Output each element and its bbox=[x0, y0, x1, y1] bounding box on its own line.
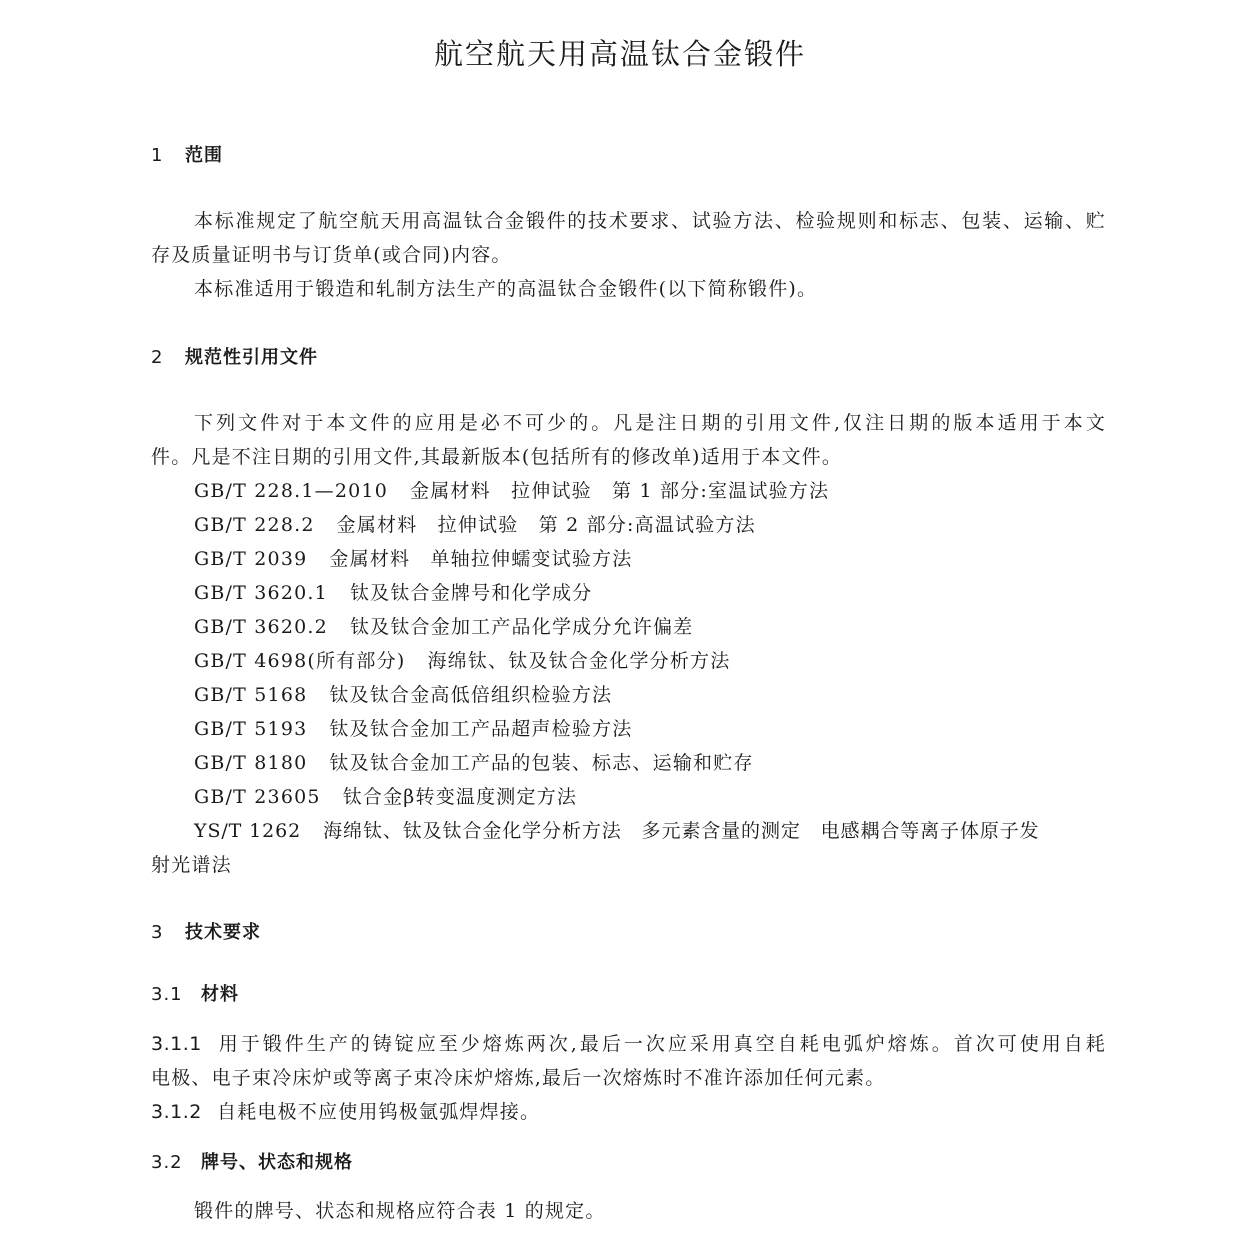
reference-title: 钛及钛合金加工产品的包装、标志、运输和贮存 bbox=[329, 752, 754, 774]
reference-title: 金属材料 拉伸试验 第 2 部分:高温试验方法 bbox=[336, 514, 756, 536]
paragraph-line: 存及质量证明书与订货单(或合同)内容。 bbox=[151, 244, 512, 266]
reference-code: GB/T 228.1—2010 bbox=[194, 480, 389, 502]
paragraph-line: 电极、电子束冷床炉或等离子束冷床炉熔炼,最后一次熔炼时不准许添加任何元素。 bbox=[151, 1067, 886, 1089]
normative-reference-continuation: 射光谱法 bbox=[151, 854, 232, 876]
reference-title: 金属材料 单轴拉伸蠕变试验方法 bbox=[329, 548, 633, 570]
normative-reference bbox=[194, 782, 577, 809]
reference-title: 钛及钛合金加工产品超声检验方法 bbox=[329, 718, 633, 740]
document-title: 航空航天用高温钛合金锻件 bbox=[433, 37, 806, 71]
reference-code: GB/T 5168 bbox=[194, 684, 308, 706]
section-title: 技术要求 bbox=[185, 922, 261, 943]
paragraph-line: 下列文件对于本文件的应用是必不可少的。凡是注日期的引用文件,仅注日期的版本适用于本文 bbox=[194, 412, 1106, 434]
section-title: 规范性引用文件 bbox=[185, 347, 318, 368]
reference-code: GB/T 23605 bbox=[194, 786, 321, 808]
section-3-heading bbox=[151, 918, 261, 944]
section-3-2-heading bbox=[151, 1148, 353, 1174]
clause-3-1-1 bbox=[151, 1029, 1106, 1056]
paragraph-line: 锻件的牌号、状态和规格应符合表 1 的规定。 bbox=[194, 1200, 606, 1222]
normative-reference bbox=[194, 816, 1106, 843]
reference-title: 海绵钛、钛及钛合金化学分析方法 bbox=[427, 650, 731, 672]
reference-title: 金属材料 拉伸试验 第 1 部分:室温试验方法 bbox=[410, 480, 830, 502]
clause-3-1-2 bbox=[151, 1097, 540, 1124]
paragraph-line: 本标准适用于锻造和轧制方法生产的高温钛合金锻件(以下简称锻件)。 bbox=[194, 278, 818, 300]
normative-reference bbox=[194, 646, 730, 673]
section-number: 3.1 bbox=[151, 984, 183, 1005]
section-1-heading bbox=[151, 141, 223, 167]
reference-code: GB/T 8180 bbox=[194, 752, 308, 774]
normative-reference bbox=[194, 714, 632, 741]
clause-text: 用于锻件生产的铸锭应至少熔炼两次,最后一次应采用真空自耗电弧炉熔炼。首次可使用自耗 bbox=[217, 1033, 1106, 1055]
section-title: 牌号、状态和规格 bbox=[201, 1152, 353, 1173]
reference-title: 钛及钛合金加工产品化学成分允许偏差 bbox=[349, 616, 694, 638]
reference-title: 钛及钛合金牌号和化学成分 bbox=[349, 582, 593, 604]
reference-code: GB/T 228.2 bbox=[194, 514, 315, 536]
section-number: 2 bbox=[151, 347, 164, 368]
paragraph-line: 件。凡是不注日期的引用文件,其最新版本(包括所有的修改单)适用于本文件。 bbox=[151, 446, 843, 468]
normative-reference bbox=[194, 748, 754, 775]
reference-code: GB/T 3620.2 bbox=[194, 616, 328, 638]
clause-text: 自耗电极不应使用钨极氩弧焊焊接。 bbox=[217, 1101, 541, 1123]
section-number: 3.2 bbox=[151, 1152, 183, 1173]
paragraph-line: 本标准规定了航空航天用高温钛合金锻件的技术要求、试验方法、检验规则和标志、包装、运输、贮 bbox=[194, 210, 1106, 232]
section-number: 1 bbox=[151, 145, 164, 166]
clause-number: 3.1.2 bbox=[151, 1101, 202, 1123]
section-2-heading bbox=[151, 343, 318, 369]
normative-reference bbox=[194, 578, 592, 605]
reference-code: GB/T 2039 bbox=[194, 548, 308, 570]
reference-code: GB/T 5193 bbox=[194, 718, 308, 740]
section-3-1-heading bbox=[151, 980, 239, 1006]
normative-reference bbox=[194, 544, 632, 571]
reference-title: 钛合金β转变温度测定方法 bbox=[342, 786, 578, 808]
reference-code: GB/T 4698(所有部分) bbox=[194, 650, 406, 672]
clause-number: 3.1.1 bbox=[151, 1033, 202, 1055]
normative-reference bbox=[194, 510, 756, 537]
normative-reference bbox=[194, 680, 612, 707]
section-title: 范围 bbox=[185, 145, 223, 166]
section-number: 3 bbox=[151, 922, 164, 943]
normative-reference bbox=[194, 612, 693, 639]
reference-code: GB/T 3620.1 bbox=[194, 582, 328, 604]
reference-code: YS/T 1262 bbox=[194, 820, 302, 842]
section-title: 材料 bbox=[201, 984, 239, 1005]
reference-title: 海绵钛、钛及钛合金化学分析方法 多元素含量的测定 电感耦合等离子体原子发 bbox=[323, 820, 1040, 842]
reference-title: 钛及钛合金高低倍组织检验方法 bbox=[329, 684, 613, 706]
normative-reference bbox=[194, 476, 829, 503]
